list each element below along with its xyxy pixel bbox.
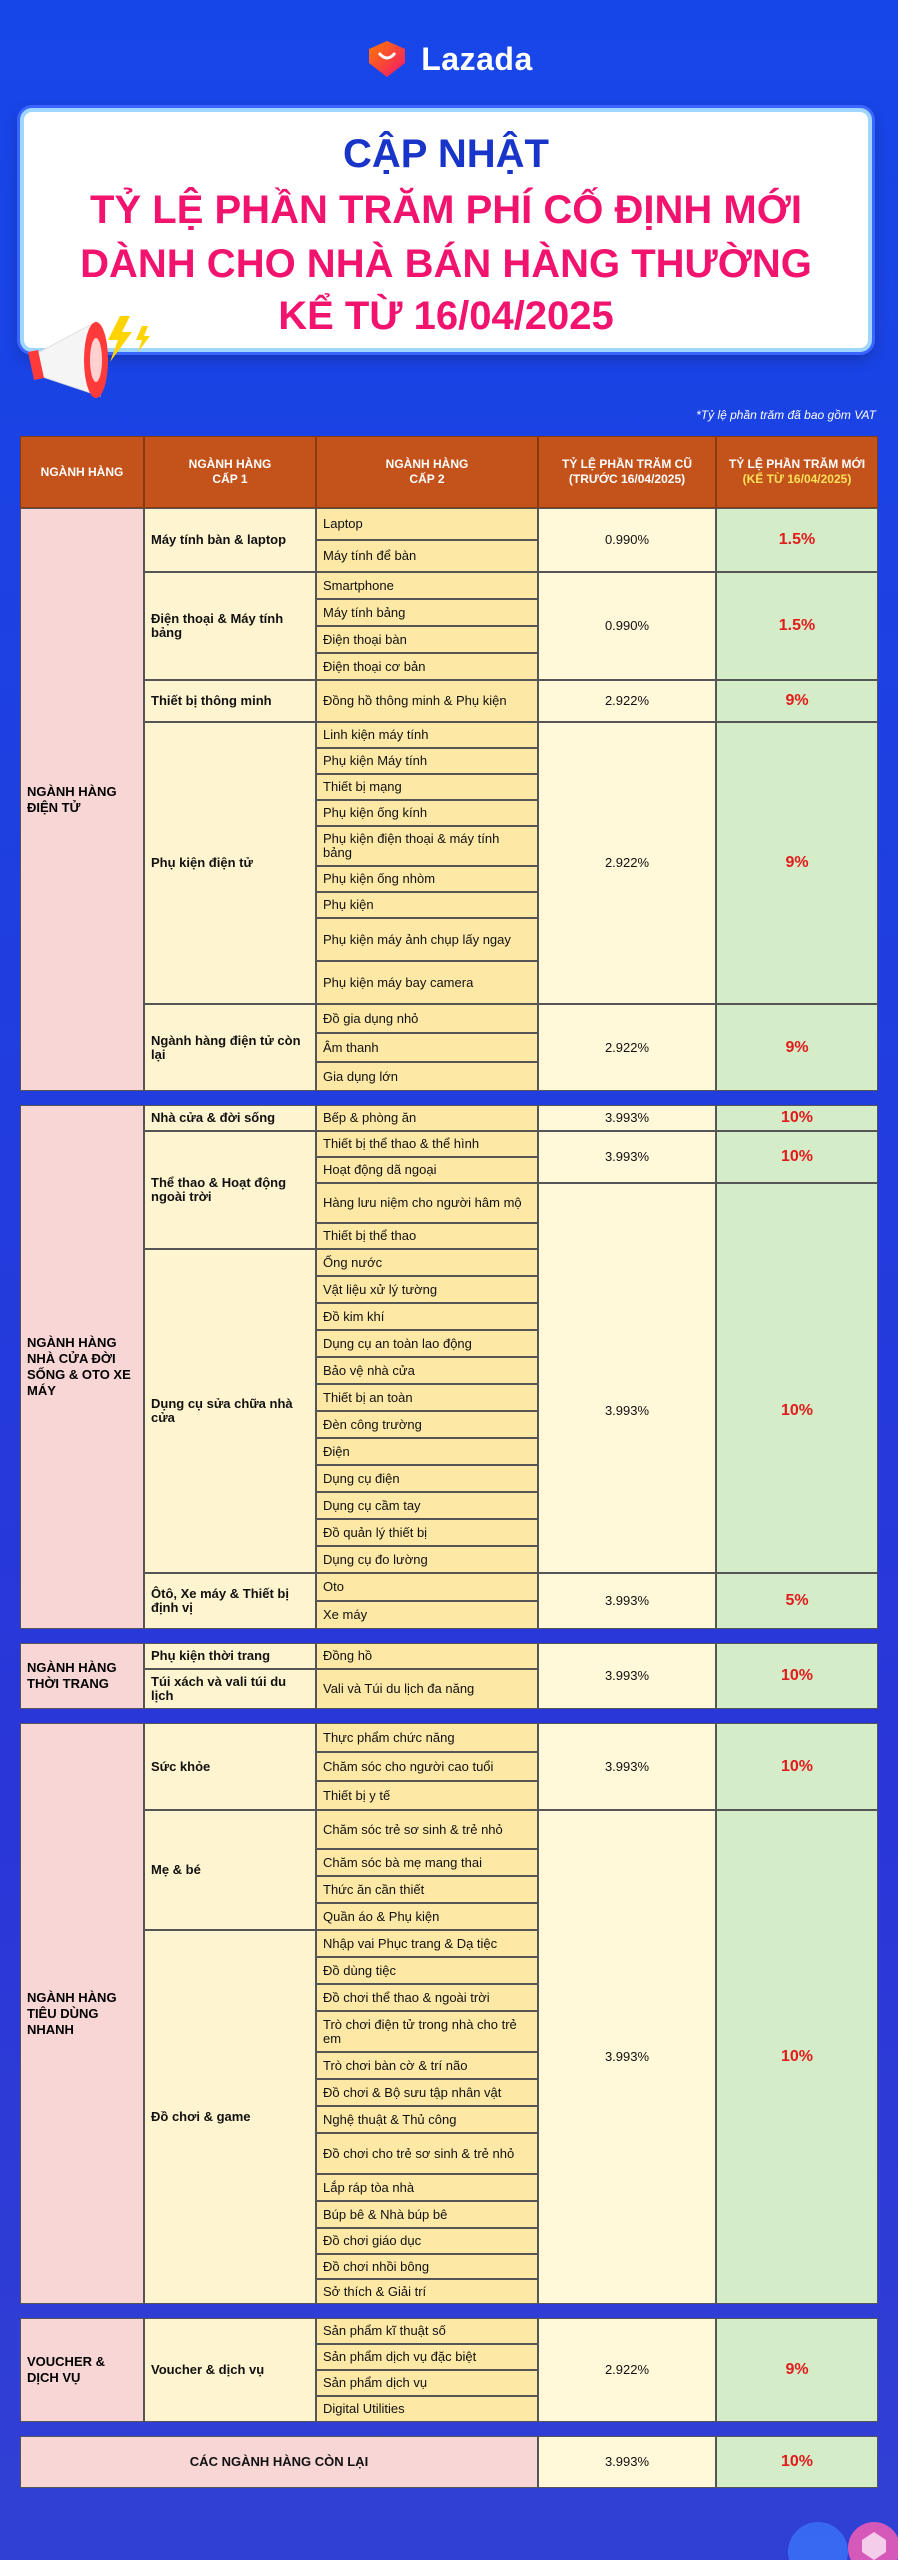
l2-cell: Máy tính bảng — [316, 599, 538, 626]
group-remaining — [20, 2436, 878, 2488]
l2-cell: Hàng lưu niệm cho người hâm mộ — [316, 1183, 538, 1223]
new-rate: 1.5% — [716, 508, 878, 572]
new-rate: 5% — [716, 1573, 878, 1629]
group-dien-tu — [20, 508, 878, 1091]
old-rate: 2.922% — [538, 2318, 716, 2422]
l2-cell: Phụ kiện máy ảnh chụp lấy ngay — [316, 918, 538, 961]
new-rate: 9% — [716, 2318, 878, 2422]
fee-table — [20, 436, 878, 2488]
l1-cell: Túi xách và vali túi du lịch — [144, 1669, 316, 1709]
l1-block — [144, 1004, 878, 1091]
l1-cell: Máy tính bàn & laptop — [144, 508, 316, 572]
l1-block — [144, 722, 878, 1004]
old-rate: 2.922% — [538, 722, 716, 1004]
l1-block — [144, 572, 878, 680]
l2-cell: Sản phẩm dịch vụ — [316, 2370, 538, 2396]
l1-cell: Thiết bị thông minh — [144, 680, 316, 722]
old-rate: 0.990% — [538, 508, 716, 572]
l2-cell: Thức ăn cần thiết — [316, 1876, 538, 1903]
l1-block — [144, 2318, 878, 2422]
l1-cell: Sức khỏe — [144, 1723, 316, 1810]
l2-cell: Gia dụng lớn — [316, 1062, 538, 1091]
vat-note: *Tỷ lệ phần trăm đã bao gồm VAT — [696, 408, 876, 422]
l2-cell: Điện thoại bàn — [316, 626, 538, 653]
remaining-label: CÁC NGÀNH HÀNG CÒN LẠI — [20, 2436, 538, 2488]
l2-cell: Bảo vệ nhà cửa — [316, 1357, 538, 1384]
l2-cell: Đồng hồ — [316, 1643, 538, 1669]
l2-cell: Phụ kiện — [316, 892, 538, 918]
l2-cell: Điện — [316, 1438, 538, 1465]
l2-cell: Chăm sóc bà mẹ mang thai — [316, 1849, 538, 1876]
old-rate: 3.993% — [538, 2436, 716, 2488]
old-rate: 3.993% — [538, 1723, 716, 1810]
l2-cell: Sở thích & Giải trí — [316, 2279, 538, 2304]
l2-cell: Đồ chơi thể thao & ngoài trời — [316, 1984, 538, 2011]
l2-cell: Dụng cụ điện — [316, 1465, 538, 1492]
l2-cell: Xe máy — [316, 1601, 538, 1629]
l2-cell: Đồ dùng tiệc — [316, 1957, 538, 1984]
l2-cell: Đèn công trường — [316, 1411, 538, 1438]
new-rate: 10% — [716, 2436, 878, 2488]
l2-cell: Đồ quản lý thiết bị — [316, 1519, 538, 1546]
l1-cell: Voucher & dịch vụ — [144, 2318, 316, 2422]
l2-cell: Linh kiện máy tính — [316, 722, 538, 748]
l1-cell: Điện thoại & Máy tính bảng — [144, 572, 316, 680]
l2-cell: Điện thoại cơ bản — [316, 653, 538, 680]
l2-cell: Vật liệu xử lý tường — [316, 1276, 538, 1303]
old-rate: 3.993% — [538, 1643, 716, 1709]
l2-cell: Phụ kiện ống nhòm — [316, 866, 538, 892]
table-header — [20, 436, 878, 508]
l2-cell: Thiết bị thể thao — [316, 1223, 538, 1249]
l2-cell: Đồ chơi giáo dục — [316, 2228, 538, 2254]
group-label: NGÀNH HÀNG ĐIỆN TỬ — [20, 508, 144, 1091]
l2-cell: Âm thanh — [316, 1033, 538, 1062]
l2-cell: Đồ chơi cho trẻ sơ sinh & trẻ nhỏ — [316, 2133, 538, 2174]
brand-name: Lazada — [421, 40, 533, 77]
l1-block — [144, 1249, 878, 1573]
l1-cell: Đồ chơi & game — [144, 1930, 316, 2304]
l2-cell: Sản phẩm kĩ thuật số — [316, 2318, 538, 2344]
old-rate: 3.993% — [538, 1105, 716, 1131]
l1-block — [144, 1643, 878, 1709]
l1-block — [144, 508, 878, 572]
l2-cell: Lắp ráp tòa nhà — [316, 2174, 538, 2201]
l2-cell: Phụ kiện điện thoại & máy tính bảng — [316, 826, 538, 866]
l2-cell: Vali và Túi du lịch đa năng — [316, 1669, 538, 1709]
l1-cell: Phụ kiện điện tử — [144, 722, 316, 1004]
banner-line-1: CẬP NHẬT — [343, 132, 549, 176]
group-tieu-dung-nhanh — [20, 1723, 878, 2304]
new-rate-span — [716, 1183, 878, 1249]
old-rate: 0.990% — [538, 572, 716, 680]
header-old-rate: TỶ LỆ PHẦN TRĂM CŨ (TRƯỚC 16/04/2025) — [538, 436, 716, 508]
l2-cell: Đồng hồ thông minh & Phụ kiện — [316, 680, 538, 722]
l2-cell: Máy tính để bàn — [316, 540, 538, 572]
new-rate: 10% — [716, 1723, 878, 1810]
l2-cell: Oto — [316, 1573, 538, 1601]
l2-cell: Trò chơi điện tử trong nhà cho trẻ em — [316, 2011, 538, 2052]
l2-cell: Laptop — [316, 508, 538, 540]
group-label: VOUCHER & DỊCH VỤ — [20, 2318, 144, 2422]
megaphone-icon — [12, 296, 152, 416]
l2-cell: Chăm sóc cho người cao tuổi — [316, 1752, 538, 1781]
l1-cell: Ôtô, Xe máy & Thiết bị định vị — [144, 1573, 316, 1629]
group-nha-cua — [20, 1105, 878, 1629]
l2-cell: Thiết bị y tế — [316, 1781, 538, 1810]
old-rate-span — [538, 1183, 716, 1249]
old-rate: 3.993% — [538, 1131, 716, 1183]
new-rate: 10% — [716, 1810, 878, 2304]
l2-cell: Nhập vai Phục trang & Dạ tiệc — [316, 1930, 538, 1957]
header-new-rate: TỶ LỆ PHẦN TRĂM MỚI (KỂ TỪ 16/04/2025) — [716, 436, 878, 508]
header-nganh-hang: NGÀNH HÀNG — [20, 436, 144, 508]
group-label: NGÀNH HÀNG TIÊU DÙNG NHANH — [20, 1723, 144, 2304]
l2-cell: Thiết bị thể thao & thể hình — [316, 1131, 538, 1157]
old-rate: 3.993% — [538, 1573, 716, 1629]
old-rate: 2.922% — [538, 1004, 716, 1091]
l2-cell: Thiết bị an toàn — [316, 1384, 538, 1411]
decorative-gift-icon — [778, 2500, 898, 2560]
l1-block — [144, 1573, 878, 1629]
l1-cell: Nhà cửa & đời sống — [144, 1105, 316, 1131]
old-rate: 3.993% — [538, 1810, 716, 2304]
l1-block — [144, 1723, 878, 1810]
lazada-logo — [0, 34, 898, 84]
l2-cell: Đồ chơi nhồi bông — [316, 2254, 538, 2279]
l2-cell: Dụng cụ đo lường — [316, 1546, 538, 1573]
header-cap2: NGÀNH HÀNG CẤP 2 — [316, 436, 538, 508]
l2-cell: Đồ kim khí — [316, 1303, 538, 1330]
new-rate: 10% — [716, 1105, 878, 1131]
l2-cell: Dụng cụ cầm tay — [316, 1492, 538, 1519]
group-label: NGÀNH HÀNG THỜI TRANG — [20, 1643, 144, 1709]
l2-cell: Dụng cụ an toàn lao động — [316, 1330, 538, 1357]
l1-merged-block — [144, 1810, 878, 2304]
banner-line-2: TỶ LỆ PHẦN TRĂM PHÍ CỐ ĐỊNH MỚI — [90, 188, 802, 232]
new-rate: 9% — [716, 680, 878, 722]
l1-cell: Mẹ & bé — [144, 1810, 316, 1930]
banner-line-3: DÀNH CHO NHÀ BÁN HÀNG THƯỜNG — [80, 242, 812, 286]
group-label: NGÀNH HÀNG NHÀ CỬA ĐỜI SỐNG & OTO XE MÁY — [20, 1105, 144, 1629]
lazada-heart-icon — [365, 39, 409, 79]
l2-cell: Sản phẩm dịch vụ đặc biệt — [316, 2344, 538, 2370]
l1-cell: Ngành hàng điện tử còn lại — [144, 1004, 316, 1091]
l2-cell: Phụ kiện ống kính — [316, 800, 538, 826]
l1-cell: Dụng cụ sửa chữa nhà cửa — [144, 1249, 316, 1573]
group-voucher — [20, 2318, 878, 2422]
l2-cell: Đồ gia dụng nhỏ — [316, 1004, 538, 1033]
l2-cell: Búp bê & Nhà búp bê — [316, 2201, 538, 2228]
header-cap1: NGÀNH HÀNG CẤP 1 — [144, 436, 316, 508]
l1-cell: Thể thao & Hoạt động ngoài trời — [144, 1131, 316, 1249]
l2-cell: Ống nước — [316, 1249, 538, 1276]
l2-cell: Trò chơi bàn cờ & trí não — [316, 2052, 538, 2079]
l2-cell: Hoạt động dã ngoại — [316, 1157, 538, 1183]
banner-line-4: KỂ TỪ 16/04/2025 — [278, 294, 614, 338]
l2-cell: Digital Utilities — [316, 2396, 538, 2422]
old-rate: 2.922% — [538, 680, 716, 722]
l2-cell: Quần áo & Phụ kiện — [316, 1903, 538, 1930]
l1-block — [144, 1105, 878, 1131]
l2-cell: Nghệ thuật & Thủ công — [316, 2106, 538, 2133]
l2-cell: Thiết bị mạng — [316, 774, 538, 800]
l2-cell: Smartphone — [316, 572, 538, 599]
new-rate: 10% — [716, 1249, 878, 1573]
new-rate: 10% — [716, 1131, 878, 1183]
l2-cell: Đồ chơi & Bộ sưu tập nhân vật — [316, 2079, 538, 2106]
l2-cell: Phụ kiện máy bay camera — [316, 961, 538, 1004]
l2-cell: Phụ kiện Máy tính — [316, 748, 538, 774]
group-thoi-trang — [20, 1643, 878, 1709]
new-rate: 1.5% — [716, 572, 878, 680]
l2-cell: Thực phẩm chức năng — [316, 1723, 538, 1752]
new-rate: 9% — [716, 1004, 878, 1091]
l1-block — [144, 1131, 878, 1249]
l2-cell: Chăm sóc trẻ sơ sinh & trẻ nhỏ — [316, 1810, 538, 1849]
l1-cell: Phụ kiện thời trang — [144, 1643, 316, 1669]
l1-block — [144, 680, 878, 722]
new-rate: 9% — [716, 722, 878, 1004]
l2-cell: Bếp & phòng ăn — [316, 1105, 538, 1131]
new-rate: 10% — [716, 1643, 878, 1709]
old-rate: 3.993% — [538, 1249, 716, 1573]
